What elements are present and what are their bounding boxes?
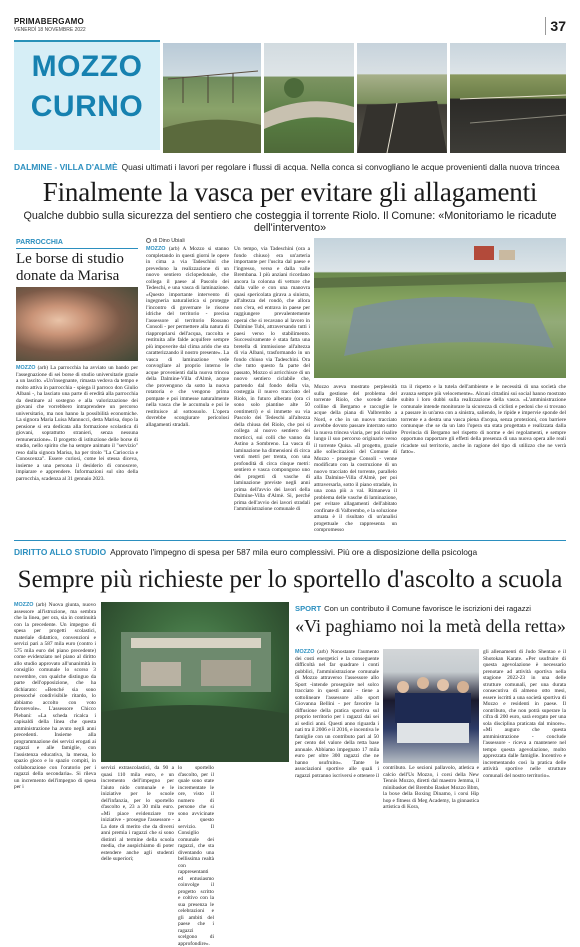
article-main-column-2: Un tempo, via Tadeschini (ora a fondo chiuso) era un'arteria importante per l'uscita dal paese e l'ingresso, verso e dalla valle Brembana. I più anziani ricordano ancora la colonna di vetture che dalla valle e con una manovra quasi spericolata girava a sinistra, all'altezza del rondò, che allora non c'era, ed entrava in paese per raggiungere prevalentemente operai che si recavano al lavoro in Dalmine Tubi, attraversando tutti i paesi verso lo stabilimento. Successivamente è stata fatta una bretella di immissione all'altezza di via Albani, trasformando in un fondo chiuso via Tadeschini. Ora che tutto questo fa parte del passato, Mozzo si arricchisce di un nuovo sentiero ciclabile che, partendo dal fondo della via, costeggia il nuovo tracciato del Riolo, in futuro alberato (ora ci sono solo piantine alte 50 centimetri) e si immette su via Pascolo dei Tedeschi all'altezza della chiusa del Riolo, che poi si collega al nuovo sentiero dei morticci, sui colli che vanno da Astino a Sombreno. La vasca di laminazione ha dimensioni di circa venti metri per trenta, con una profondità di circa cinque metri: sentiero e vasca compongono uno dei progetti di vasche di laminazione previste negli anni prima dell'avvio dei lavori della Dalmine-Villa d'Almè. Si, perché prima dell'avvio dei lavori stradali l'amministrazione comunale di xyxy=(234,246,310,512)
article-school-title: Sempre più richieste per lo sportello d'ascolto a scuola xyxy=(17,566,563,593)
article-sport-kicker-text: Con un contributo il Comune favorisce le iscrizioni dei ragazzi xyxy=(324,604,531,613)
article-sport-title: «Vi paghiamo noi la metà della retta» xyxy=(295,616,566,636)
article-school-column-2: servizi extrascolastici, da 90 a quasi 110 mila euro, e un incremento dell'impegno per l'aiuto nido comunale e le iniziative per le scuole dell'infanzia, per lo sportello d'ascolto e, 23 a 30 mila euro. «Mi piace evidenziare tre iniziative - prosegue l'assessore - La dote di merito che da diversi anni premia i ragazzi che si sono distinti al termine della scuola media, che auspichiamo di poter estendere anche agli studenti delle superiori; xyxy=(101,765,174,862)
article-school-kicker-text: Approvato l'impegno di spesa per 587 mila euro complessivi. Più ore a disposizione della psicologa xyxy=(110,547,478,557)
article-school-column-3: lo sportello d'ascolto, per il quale sono state incrementate le ore, visto il numero di persone che si sono avvicinate a questo servizio. Il Consiglio comunale dei ragazzi, che sta diventando una bellissima realtà con rappresentanti ed entusiasmo coinvolge il progetto scritto e coltivo con la sua presenza le celebrazioni e gli ambiti del paese che i ragazzi scelgono di approfondire». xyxy=(178,765,214,947)
article-sport-column-1-text: (arb) Nonostante l'aumento dei costi energetici e la conseguente difficoltà nel far quadrare i conti pubblici, l'amministrazione comunale di Mozzo attraverso l'assessore allo Sport -intende proseguire nel solco tracciato in questi anni - tiene a sottolineare l'assessore allo sport Giovanna Bellini - per favorire la diffusione della pratica sportiva sul proprio territorio per i ragazzi dai sei ai sedici anni. Questi anno riguarda i nati tra il 2006 e il 2016, e incentiva le famiglie con un contributo pari al 50 per cento del valore della retta base annuale. Abbiamo impegnato 17 mila euro per oltre 300 ragazzi che ne hanno usufruito». Tante le associazioni sportive alle quali i ragazzi potranno iscriversi e ottenere il xyxy=(295,649,379,779)
photo-detail xyxy=(101,602,289,762)
side-box-lead: MOZZO xyxy=(16,365,36,371)
article-main-photo xyxy=(314,238,566,378)
photo-detail xyxy=(383,649,479,763)
photo-retention-basin-4 xyxy=(450,43,566,153)
article-school-kicker-location: DIRITTO ALLO STUDIO xyxy=(14,547,107,557)
article-sport-column-3: gli allenamenti di Judo Shentao e il Shotokan Karate. «Per usufruire di questa agevolazione è necessario prenotare ad attività sportiva nella stagione 2022-23 in una delle strutture comunali, per una durata consecutiva di almeno otto mesi, essere iscritti a una società sportiva di Mozzo e residenti in paese. Il contributo, che non potrà superare la cifra di 200 euro, sarà erogato per una sola disciplina praticata dal minore». «Mi auguro che questa amministrazione - conclude l'assessore - riceva a mantenere nel tempo questa agevolazione, molto apprezzata dalle famiglie. Incentivo e incrementando così la pratica delle attività sportive nelle strutture comunali del nostro territorio». xyxy=(483,649,566,779)
article-main-kicker-text: Quasi ultimati i lavori per regolare i flussi di acqua. Nella conca si convogliano le acque provenienti dalla nuova trincea xyxy=(121,162,560,172)
side-box-body-text: (arb) La parrocchia ha avviato un bando per l'assegnazione di sei borse di studio universitarie grazie a un lascito. «Un'insegnante, rimasta vedova da tempo e molto attiva in parrocchia - spiega il parroco don Giulio Albani -, ha lasciato una parte di eredità alla parrocchia da destinare al sostegno e alla valorizzazione dei giovani che vorrebbero intraprendere un percorso universitario, ma non hanno la possibilità economiche. La signora Maria Luisa Mannucci, detta Marisa, dopo la pensione si era dedicata alla formazione scolastica di giovani, soprattutto stranieri, senza nessuna remunerazione». Il progetto di istituzione delle borse di studio, nello spirito che ha sempre animato il "servizio" reso dalla signora Marisa, ha per titolo "La Carioccia e Conoscenza". Essere curiosi, come lei stessa diceva, insieme a una persona il desiderio di conoscere, impiarare e apprendere. Informazioni sul sito della parrocchia, scadenza al 31 gennaio 2023. xyxy=(16,365,138,482)
masthead xyxy=(14,14,566,40)
author-icon xyxy=(146,238,151,243)
photo-detail xyxy=(450,43,566,153)
section-divider xyxy=(14,540,566,541)
publication-date: VENERDÌ 18 NOVEMBRE 2022 xyxy=(14,27,86,33)
photo-detail xyxy=(264,43,354,153)
side-box-kicker: PARROCCHIA xyxy=(16,239,63,246)
page-number: 37 xyxy=(550,18,566,34)
article-sport-kicker xyxy=(295,604,566,613)
side-box-rule xyxy=(16,248,138,249)
photo-retention-basin-2 xyxy=(264,43,354,153)
article-school-column-1-text: (arb) Nuova giunta, nuovo assessore all'istruzione, ma sembra che la linea, per ora, sia in continuità con la precedente. Un impegno di spesa per progetti scolastici, materiale didattico, convenzioni e servizi pari a 587 mila euro (contro i 575 mila euro del piano precedente) come evidenziato nel piano al diritto allo studio approvato all'unanimità in consiglio comunale lo scorso 3 novembre, con qualche distinguo da parte dell'opposizione, che ha dichiarato: «Benché sia sono pressoché condivisibile ritardo, lo abbiamo accolto con voto favorevole». L'assessore Chicco Plebani: «La scheda ricalca i capisaldi della linea che questa amministrazione ha avuto negli anni precedenti. Insieme alla programmazione dei servizi erogati ai ragazzi e alle famiglie, con l'assistenza educativa, la mensa, lo spazio gioco e lo spazio compiti, in collaborazione con l'oratorio per i ragazzi della secondaria». Si rileva un incremento dell'impegno di spesa per i xyxy=(14,602,96,790)
section-name-line2: CURNO xyxy=(30,90,144,123)
side-box-parrocchia xyxy=(14,235,140,535)
article-school-kicker xyxy=(14,547,566,561)
side-box-body xyxy=(16,365,138,482)
article-school-column-1 xyxy=(14,602,96,791)
article-sport-lead: MOZZO xyxy=(295,649,315,655)
article-main-byline xyxy=(146,238,185,244)
article-school-photo xyxy=(101,602,289,762)
article-main-kicker xyxy=(14,162,566,176)
section-tag xyxy=(14,40,160,150)
photo-detail xyxy=(163,43,261,153)
article-main-kicker-location: DALMINE - VILLA D'ALMÈ xyxy=(14,162,118,172)
article-sport-column-1 xyxy=(295,649,379,779)
section-name-line1: MOZZO xyxy=(31,50,143,83)
photo-retention-basin-1 xyxy=(163,43,261,153)
page-number-separator xyxy=(545,17,546,35)
side-box-photo xyxy=(16,287,138,361)
article-main-title: Finalmente la vasca per evitare gli allagamenti xyxy=(42,177,538,207)
publication-name: PRIMABERGAMO xyxy=(14,17,84,26)
article-school-lead: MOZZO xyxy=(14,602,34,608)
photo-detail xyxy=(314,238,566,378)
article-main-column-1-text: (arb) A Mozzo si stanno completando in questi giorni le opere in cima a via Tadeschini che prevedono la realizzazione di un nuovo sentiero ciclopedonale, che collega il paese al Pascolo dei Tedeschi, e una vasca di laminazione. «Questo importante intervento di ingegneria naturalistica si protegge l'incontro di governare le risorse idriche del territorio - precisa l'assessore al territorio Rossano Consoli - per permettere alla natura di riappropriarsi dell'acqua, raccolta e restituita alle falde acquifere sempre più impoverite dal clima arido che sta caratterizzando il nostro presente». La vasca di laminazione vede convogliare al proprio interno le acque provenienti dalla nuova trincea della Dalmine-Villa d'Almè, acque che provengono da sotto la nuova rotatoria e che vengono prima pompate e poi immesse naturalmente nella vasca che le accumula e poi le restituisce al sottosuolo. L'opera dovrebbe scongiurare pericolosi allagamenti stradali. xyxy=(146,246,229,428)
article-sport-kicker-location: SPORT xyxy=(295,604,322,613)
article-main-column-4: tra il rispetto e la tutela dell'ambiente e le necessità di una società che avanza sempre più velocemente». Alcuni cittadini sui social hanno mostrato subito i loro dubbi sulla realizzazione della vasca. «L'amministrazione comunale intende monitorare la sicurezza di ciclisti e pedoni che si trovano a passare in un'area con a sinistra, saliendo, le ripide e impervie sponde del torrente e a destra una vasca piena d'acqua, senza protezioni, con barriere comunque che se da un lato l'opera sta stata progettata e realizzata dalla Provincia di Bergamo nel rispetto di norme e dei regolamenti, e sempre opportuno rapportare gli effetti della presenza di una nuova opera alle reali ricadute sul territorio, anche in ragione del tipo di utilizzo che ne verrà fatto». xyxy=(401,384,566,455)
photo-detail xyxy=(357,43,447,153)
side-box-title: Le borse di studio donate da Marisa xyxy=(16,251,124,284)
article-sport-column-2: contributo. Le sezioni pallavolo, atletica e calcio dell'Us Mozzo, i corsi della New Tennis Mozzo, diretti dal maestro Jemma, il minibasket del Brembo Basket Mozzo Bbm, la boxe della Boxing Dinamo, i corsi Hip hop e fitness di Meg Academy, la ginnastica artistica di Kora, xyxy=(383,765,479,810)
article-main-subtitle: Qualche dubbio sulla sicurezza del sentiero che costeggia il torrente Riolo. Il Comune: «Monitoriamo le ricadute dell'intervento» xyxy=(23,210,557,234)
article-main-lead: MOZZO xyxy=(146,246,166,252)
article-main-byline-text: di Dino Ubiali xyxy=(153,238,185,244)
article-main-column-3: Mozzo aveva mostrato perplessità sulla gestione del problema del torrente Riolo, che scende dalle colline di Bergamo e raccoglie le acque della piana di Valbrembo a Nord, e che in un nuovo tracciato avrebbe dovuto passare interrato sotto la nuova trincea viaria, per poi risalire lungo il suo percorso originario verso il torrente Quisa. «Il progetto, grazie alle sollecitazioni del Comune di Mozzo - prosegue Consoli - venne modificato con la costruzione di un nuovo tracciato del torrente, parallelo alla Dalmine-Villa d'Almè, per poi attraversarla, sotto il piano stradale, in una zona più a val. Rimaneva il problema delle vasche di laminazione, per evitare allagamenti dell'abitato confinate di Valbrembo, e la soluzione attuata è il risultato di un'analisi progettuale che rappresenta un compromesso xyxy=(314,384,397,533)
photo-retention-basin-3 xyxy=(357,43,447,153)
article-sport-photo xyxy=(383,649,479,763)
article-main-column-1 xyxy=(146,246,229,428)
